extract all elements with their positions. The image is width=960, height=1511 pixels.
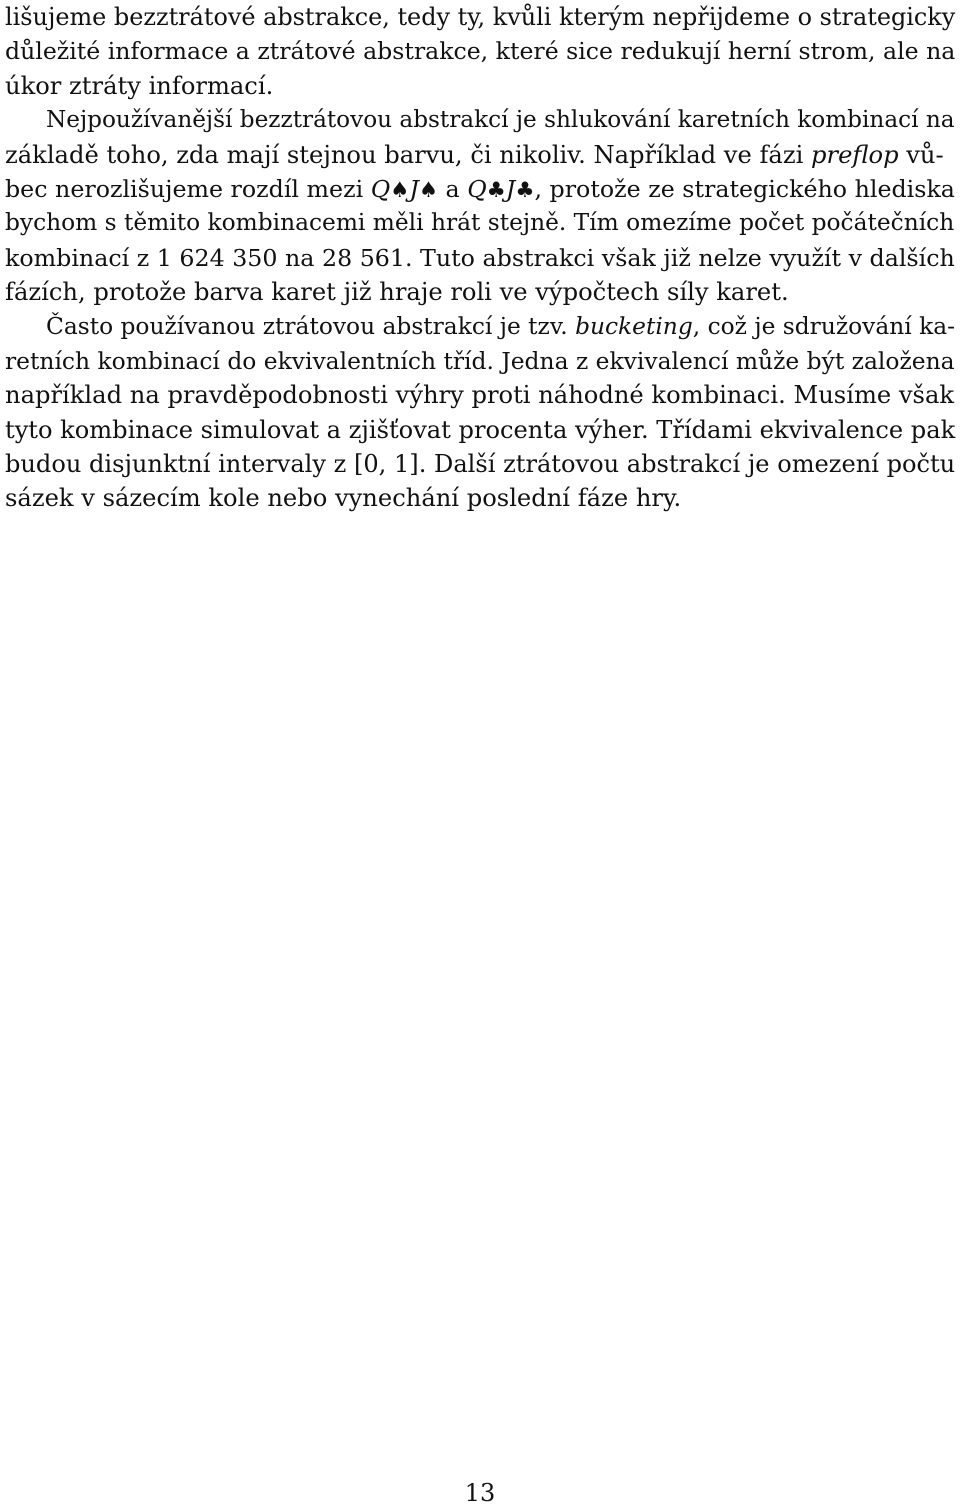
math-variable: Q bbox=[467, 174, 487, 203]
text-line bbox=[5, 241, 955, 275]
text-segment: vů- bbox=[898, 140, 944, 169]
text-segment: bec nerozlišujeme rozdíl mezi bbox=[5, 174, 371, 203]
text-line bbox=[5, 310, 955, 344]
text-segment: budou disjunktní intervaly z [0, 1]. Další ztrátovou abstrakcí je omezení počtu bbox=[5, 450, 956, 479]
card-suit-symbol: ♠ bbox=[390, 177, 410, 203]
text-line bbox=[5, 172, 955, 206]
text-segment: retních kombinací do ekvivalentních tříd. Jedna z ekvivalencí může být založena bbox=[5, 346, 955, 375]
card-suit-symbol: ♠ bbox=[418, 177, 438, 203]
text-line bbox=[5, 481, 955, 515]
emphasized-term: bucketing bbox=[575, 312, 693, 340]
text-segment: například na pravděpodobnosti výhry proti náhodné kombinaci. Musíme však bbox=[5, 381, 955, 410]
math-variable: J bbox=[409, 174, 419, 203]
text-segment: Často používanou ztrátovou abstrakcí je tzv. bbox=[46, 312, 576, 340]
text-segment: důležité informace a ztrátové abstrakce, které sice redukují herní strom, ale na bbox=[5, 37, 956, 66]
text-segment: , což je sdružování ka- bbox=[692, 312, 956, 340]
text-segment: bychom s těmito kombinacemi měli hrát stejně. Tím omezíme počet počátečních bbox=[5, 209, 955, 237]
text-line bbox=[5, 34, 955, 68]
text-segment: fázích, protože barva karet již hraje roli ve výpočtech síly karet. bbox=[5, 278, 789, 307]
text-segment: sázek v sázecím kole nebo vynechání poslední fáze hry. bbox=[5, 484, 682, 513]
text-segment: úkor ztráty informací. bbox=[5, 71, 274, 100]
text-line bbox=[5, 447, 955, 481]
text-segment: kombinací z 1 624 350 na 28 561. Tuto abstrakci však již nelze využít v dalších bbox=[5, 243, 955, 272]
text-line bbox=[5, 138, 955, 172]
math-variable: J bbox=[505, 174, 516, 203]
text-segment: tyto kombinace simulovat a zjišťovat procenta výher. Třídami ekvivalence pak bbox=[5, 415, 956, 444]
text-line bbox=[5, 413, 955, 447]
text-line bbox=[5, 378, 955, 412]
text-segment: , protože ze strategického hlediska bbox=[534, 174, 955, 203]
text-segment: a bbox=[437, 174, 468, 203]
page-number: 13 bbox=[464, 1479, 496, 1507]
text-segment: lišujeme bezztrátové abstrakce, tedy ty, kvůli kterým nepřijdeme o strategicky bbox=[5, 3, 956, 31]
text-line bbox=[5, 103, 955, 137]
body-text bbox=[5, 0, 955, 516]
text-line bbox=[5, 69, 955, 103]
emphasized-term: preflop bbox=[811, 140, 899, 169]
text-segment: Nejpoužívanější bezztrátovou abstrakcí je shlukování karetních kombinací na bbox=[46, 106, 955, 134]
text-line bbox=[5, 206, 955, 240]
card-suit-symbol: ♣ bbox=[486, 177, 506, 203]
text-segment: základě toho, zda mají stejnou barvu, či nikoliv. Například ve fázi bbox=[5, 140, 812, 169]
text-line bbox=[5, 0, 955, 34]
text-line bbox=[5, 275, 955, 309]
text-line bbox=[5, 344, 955, 378]
card-suit-symbol: ♣ bbox=[515, 177, 535, 203]
math-variable: Q bbox=[370, 174, 391, 203]
